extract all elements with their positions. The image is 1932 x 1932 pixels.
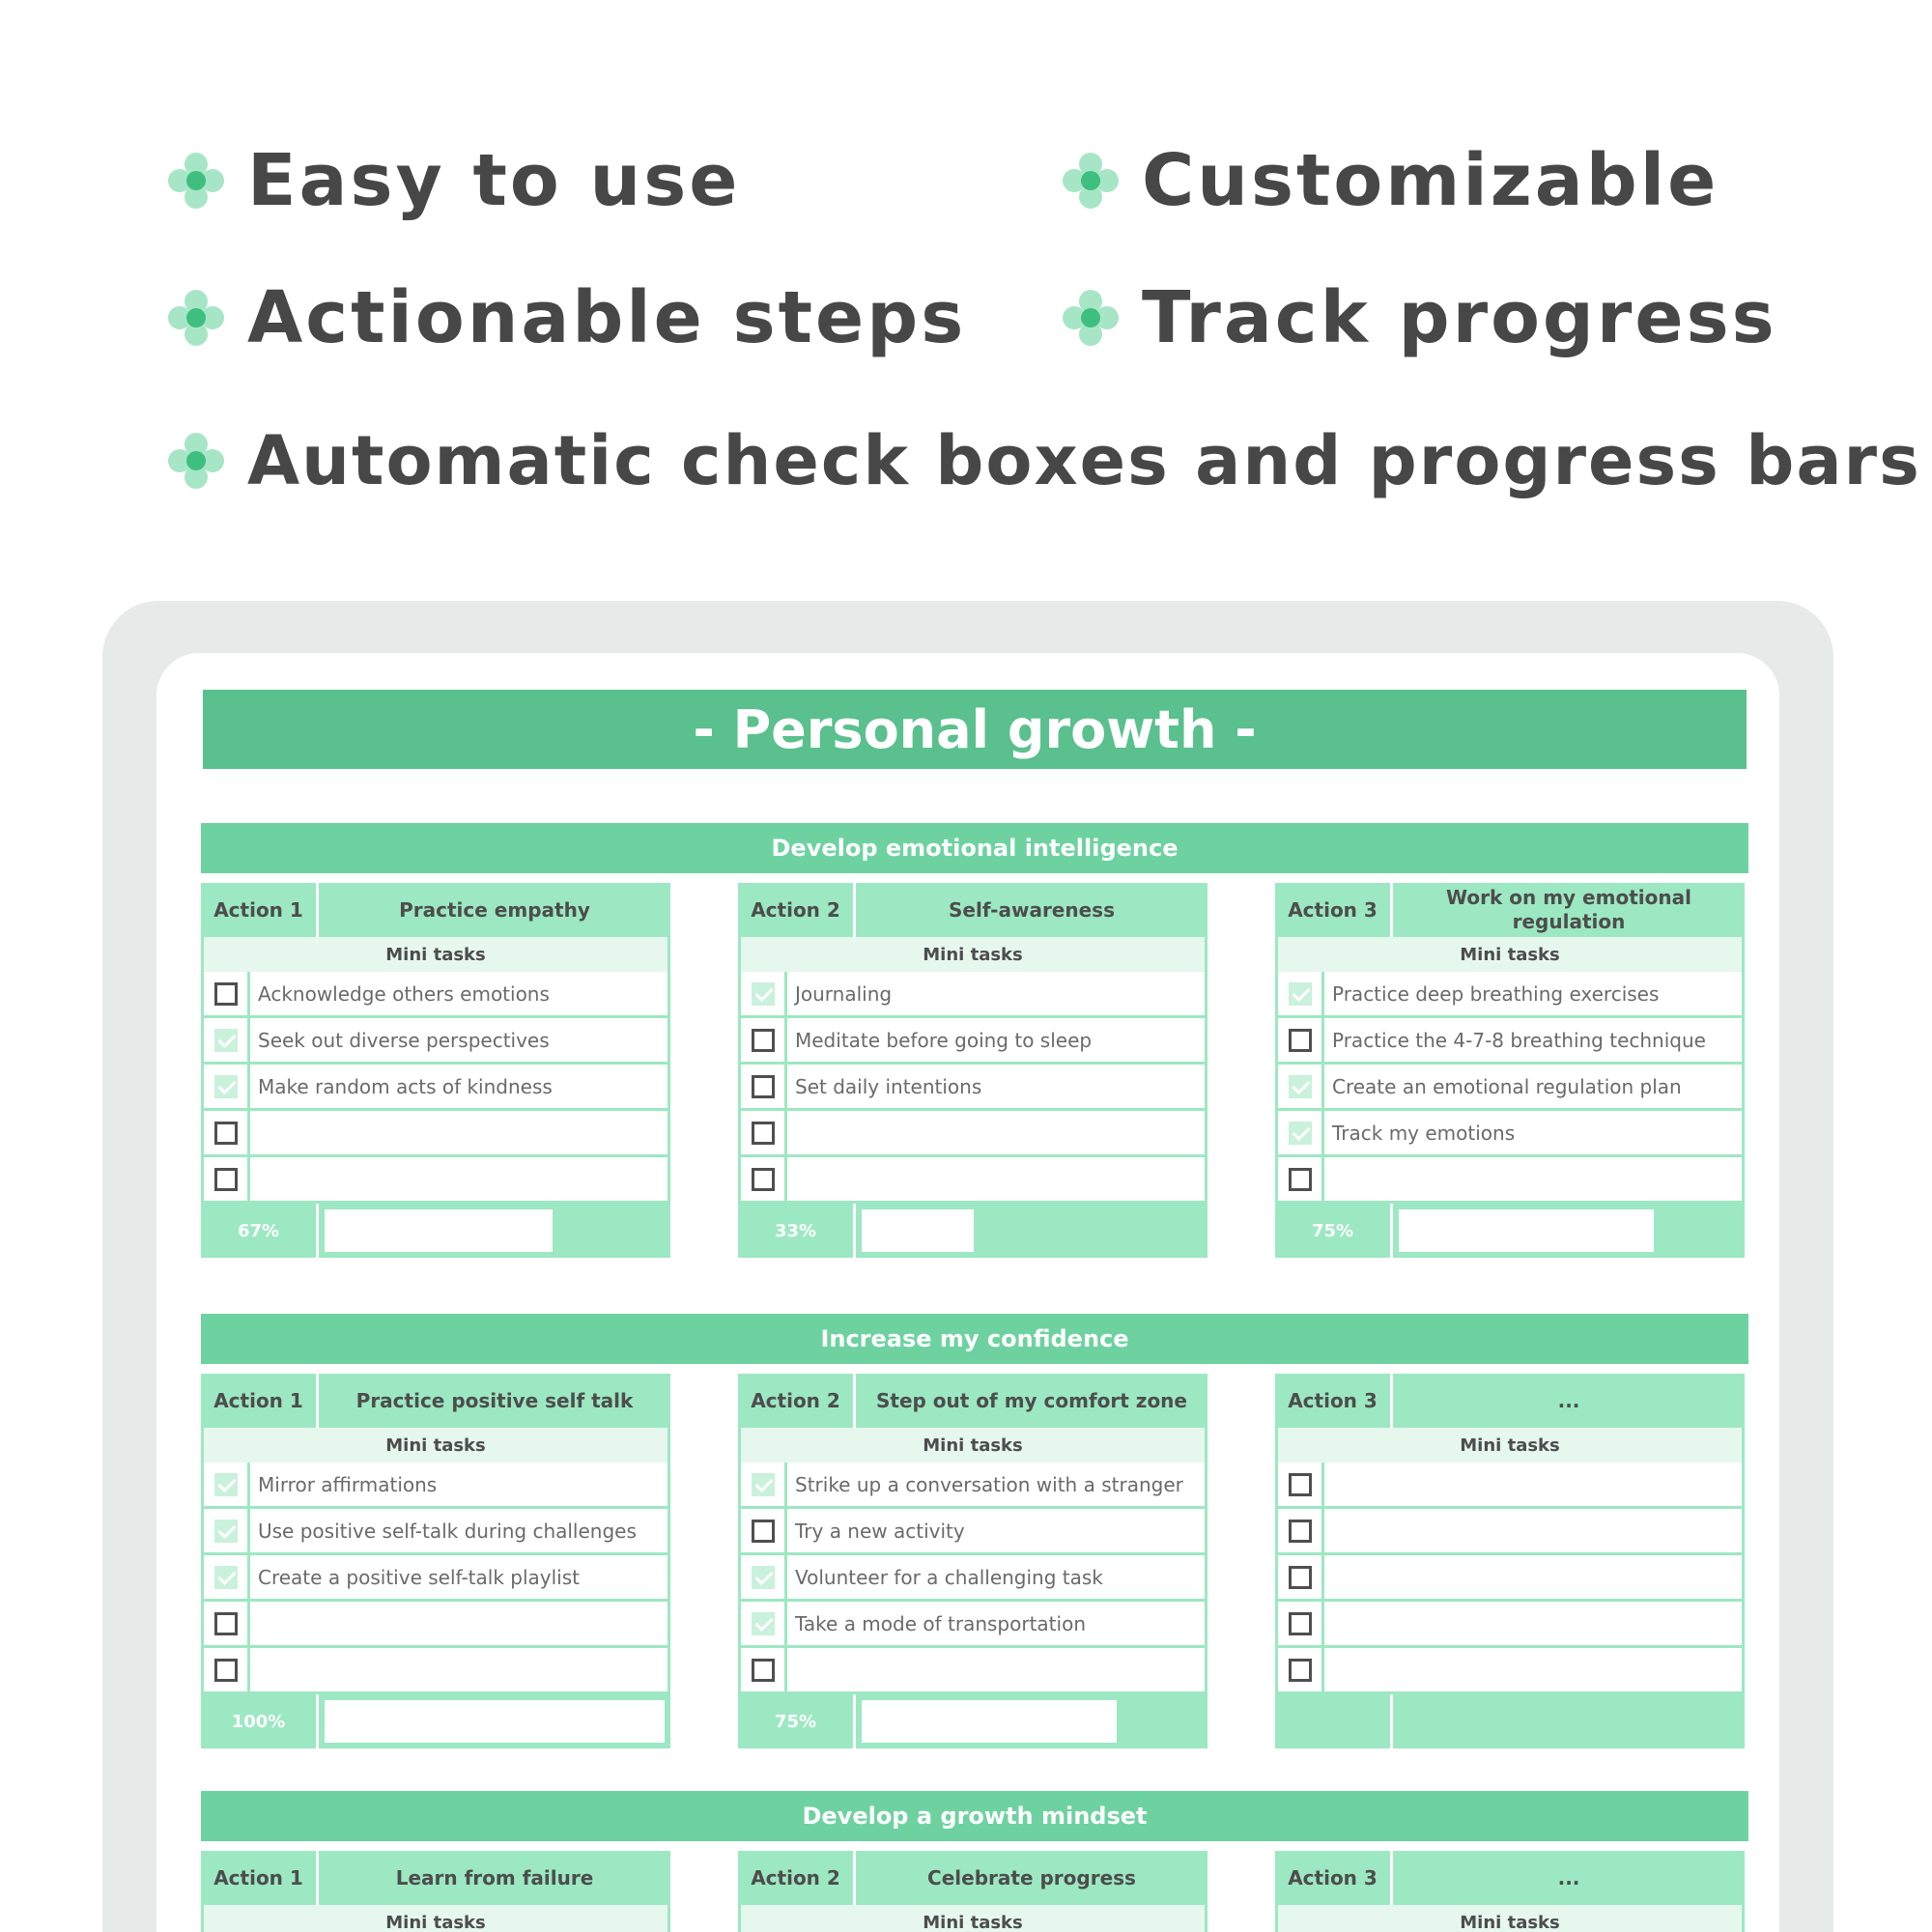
task-row — [738, 1065, 1208, 1111]
progress-row — [1275, 1694, 1745, 1748]
task-row — [201, 1065, 670, 1111]
task-text[interactable]: Practice deep breathing exercises — [1332, 981, 1660, 1006]
action-title[interactable]: ... — [1557, 1865, 1580, 1889]
actions-row — [201, 883, 1748, 1269]
task-row — [738, 1157, 1208, 1204]
goal-title: Increase my confidence — [201, 1314, 1748, 1364]
task-checkbox-cell — [204, 1111, 250, 1154]
action-card — [201, 883, 670, 1258]
action-header — [201, 1374, 670, 1428]
action-number: Action 3 — [1275, 883, 1393, 937]
mini-tasks-label: Mini tasks — [738, 1428, 1208, 1463]
actions-row — [201, 1374, 1748, 1760]
progress-percent: 75% — [1275, 1204, 1393, 1258]
task-row — [738, 1555, 1208, 1602]
action-title[interactable]: ... — [1557, 1388, 1580, 1412]
action-number: Action 3 — [1275, 1374, 1393, 1428]
progress-bar-fill — [325, 1700, 665, 1743]
progress-percent: 67% — [201, 1204, 319, 1258]
task-text[interactable] — [1324, 1602, 1742, 1645]
task-checkbox-cell — [1278, 1111, 1324, 1154]
task-checkbox-cell — [1278, 972, 1324, 1015]
task-text[interactable] — [787, 1157, 1205, 1201]
checkbox[interactable] — [214, 1612, 238, 1635]
task-checkbox-cell — [741, 1648, 787, 1691]
task-row — [201, 1648, 670, 1694]
task-row — [1275, 1157, 1745, 1204]
progress-bar-fill — [862, 1209, 974, 1252]
checkbox[interactable] — [1289, 1168, 1312, 1191]
task-row — [1275, 1509, 1745, 1555]
checked-checkbox[interactable] — [214, 1566, 238, 1589]
task-checkbox-cell — [741, 1463, 787, 1506]
mini-tasks-label: Mini tasks — [201, 1428, 670, 1463]
progress-row — [201, 1694, 670, 1748]
feature-label: Automatic check boxes and progress bars — [247, 421, 1921, 500]
task-checkbox-cell — [741, 1111, 787, 1154]
task-row — [1275, 1018, 1745, 1065]
task-row — [738, 1111, 1208, 1157]
task-text[interactable]: Set daily intentions — [795, 1074, 982, 1098]
task-text[interactable]: Track my emotions — [1332, 1121, 1516, 1145]
task-checkbox-cell — [1278, 1157, 1324, 1201]
checked-checkbox[interactable] — [214, 1075, 238, 1098]
checked-checkbox[interactable] — [1289, 1075, 1312, 1098]
task-row — [1275, 1463, 1745, 1509]
progress-bar-fill — [862, 1700, 1117, 1743]
task-text[interactable]: Seek out diverse perspectives — [258, 1028, 550, 1052]
task-row — [1275, 1555, 1745, 1602]
checkbox[interactable] — [214, 1122, 238, 1145]
mini-tasks-label: Mini tasks — [1275, 937, 1745, 972]
task-row — [201, 972, 670, 1018]
mini-tasks-label: Mini tasks — [201, 1905, 670, 1932]
task-checkbox-cell — [204, 1509, 250, 1552]
action-number: Action 3 — [1275, 1851, 1393, 1905]
progress-track — [319, 1204, 670, 1258]
task-checkbox-cell — [204, 1065, 250, 1108]
task-text[interactable]: Use positive self-talk during challenges — [258, 1519, 637, 1543]
checkbox[interactable] — [1289, 1520, 1312, 1543]
task-checkbox-cell — [1278, 1463, 1324, 1506]
task-row — [1275, 1111, 1745, 1157]
task-text[interactable]: Try a new activity — [795, 1519, 965, 1543]
checkbox[interactable] — [1289, 1473, 1312, 1496]
feature-actionable-steps — [166, 276, 966, 359]
action-header — [201, 1851, 670, 1905]
feature-label: Track progress — [1142, 276, 1777, 359]
task-checkbox-cell — [1278, 1555, 1324, 1599]
action-number: Action 2 — [738, 1851, 856, 1905]
progress-percent: 75% — [738, 1694, 856, 1748]
task-row — [738, 1648, 1208, 1694]
checkbox[interactable] — [1289, 1612, 1312, 1635]
action-number: Action 2 — [738, 883, 856, 937]
progress-track — [319, 1694, 670, 1748]
checkbox[interactable] — [214, 982, 238, 1006]
task-text[interactable]: Volunteer for a challenging task — [795, 1565, 1103, 1589]
action-card — [201, 1374, 670, 1748]
task-row — [201, 1463, 670, 1509]
task-text[interactable] — [1324, 1463, 1742, 1506]
action-card — [1275, 1374, 1745, 1748]
action-number: Action 1 — [201, 1851, 319, 1905]
progress-bar-fill — [325, 1209, 553, 1252]
task-checkbox-cell — [204, 1602, 250, 1645]
checked-checkbox[interactable] — [1289, 1122, 1312, 1145]
planner-screen — [156, 653, 1779, 1932]
checkbox[interactable] — [1289, 1029, 1312, 1052]
task-text[interactable] — [250, 1648, 668, 1691]
action-number: Action 2 — [738, 1374, 856, 1428]
task-text[interactable]: Journaling — [795, 981, 893, 1006]
action-title[interactable]: Self-awareness — [949, 897, 1115, 922]
planner-title: - Personal growth - — [203, 690, 1747, 769]
task-row — [201, 1111, 670, 1157]
progress-row — [738, 1204, 1208, 1258]
task-text[interactable]: Create a positive self-talk playlist — [258, 1565, 580, 1589]
task-row — [1275, 1602, 1745, 1648]
goal-section — [201, 1314, 1748, 1760]
task-checkbox-cell — [1278, 1509, 1324, 1552]
action-title[interactable]: Celebrate progress — [927, 1865, 1136, 1889]
task-row — [201, 1602, 670, 1648]
progress-track — [856, 1204, 1208, 1258]
feature-label: Customizable — [1142, 139, 1719, 222]
checked-checkbox[interactable] — [752, 1612, 775, 1635]
progress-track — [1393, 1204, 1745, 1258]
progress-percent: 100% — [201, 1694, 319, 1748]
checkbox[interactable] — [752, 1168, 775, 1191]
task-row — [201, 1509, 670, 1555]
progress-row — [738, 1694, 1208, 1748]
action-title[interactable]: Practice empathy — [399, 897, 590, 922]
mini-tasks-label: Mini tasks — [738, 1905, 1208, 1932]
task-text[interactable] — [1324, 1157, 1742, 1201]
mini-tasks-label: Mini tasks — [1275, 1428, 1745, 1463]
task-text[interactable]: Take a mode of transportation — [795, 1611, 1086, 1635]
progress-percent: 33% — [738, 1204, 856, 1258]
task-row — [201, 1555, 670, 1602]
action-header — [738, 883, 1208, 937]
progress-row — [1275, 1204, 1745, 1258]
flower-icon — [166, 431, 226, 491]
progress-track — [1393, 1694, 1745, 1748]
checkbox[interactable] — [752, 1075, 775, 1098]
feature-easy-to-use — [166, 139, 740, 222]
goal-title: Develop emotional intelligence — [201, 823, 1748, 873]
feature-label: Actionable steps — [247, 276, 967, 359]
flower-icon — [1061, 151, 1121, 211]
task-checkbox-cell — [204, 972, 250, 1015]
checkbox[interactable] — [214, 1168, 238, 1191]
task-row — [1275, 972, 1745, 1018]
task-checkbox-cell — [204, 1157, 250, 1201]
task-text[interactable] — [250, 1602, 668, 1645]
feature-customizable — [1061, 139, 1719, 222]
task-row — [738, 972, 1208, 1018]
task-checkbox-cell — [741, 1555, 787, 1599]
task-row — [1275, 1065, 1745, 1111]
action-header — [1275, 1374, 1745, 1428]
task-text[interactable] — [1324, 1509, 1742, 1552]
action-header — [738, 1851, 1208, 1905]
task-text[interactable]: Meditate before going to sleep — [795, 1028, 1093, 1052]
action-header — [1275, 1851, 1745, 1905]
task-text[interactable] — [1324, 1555, 1742, 1599]
progress-track — [856, 1694, 1208, 1748]
checked-checkbox[interactable] — [752, 1473, 775, 1496]
task-checkbox-cell — [741, 1018, 787, 1062]
checked-checkbox[interactable] — [752, 982, 775, 1006]
mini-tasks-label: Mini tasks — [738, 937, 1208, 972]
checkbox[interactable] — [752, 1520, 775, 1543]
task-checkbox-cell — [741, 1509, 787, 1552]
task-text[interactable]: Make random acts of kindness — [258, 1074, 553, 1098]
task-checkbox-cell — [204, 1463, 250, 1506]
action-card — [1275, 883, 1745, 1258]
action-card — [738, 883, 1208, 1258]
task-row — [201, 1018, 670, 1065]
task-checkbox-cell — [741, 972, 787, 1015]
task-row — [738, 1463, 1208, 1509]
checked-checkbox[interactable] — [214, 1029, 238, 1052]
task-row — [738, 1018, 1208, 1065]
action-header — [738, 1374, 1208, 1428]
feature-track-progress — [1061, 276, 1777, 359]
action-number: Action 1 — [201, 1374, 319, 1428]
task-checkbox-cell — [741, 1157, 787, 1201]
action-header — [201, 883, 670, 937]
flower-icon — [1061, 288, 1121, 348]
task-text[interactable] — [250, 1111, 668, 1154]
checkbox[interactable] — [752, 1122, 775, 1145]
checkbox[interactable] — [1289, 1659, 1312, 1682]
task-text[interactable]: Acknowledge others emotions — [258, 981, 550, 1006]
task-checkbox-cell — [204, 1018, 250, 1062]
action-title[interactable]: Practice positive self talk — [355, 1388, 634, 1412]
task-row — [738, 1602, 1208, 1648]
task-checkbox-cell — [1278, 1018, 1324, 1062]
task-checkbox-cell — [204, 1648, 250, 1691]
checked-checkbox[interactable] — [214, 1473, 238, 1496]
task-text[interactable]: Mirror affirmations — [258, 1472, 438, 1496]
task-checkbox-cell — [204, 1555, 250, 1599]
checkbox[interactable] — [214, 1659, 238, 1682]
task-text[interactable] — [787, 1648, 1205, 1691]
checked-checkbox[interactable] — [1289, 982, 1312, 1006]
action-title[interactable]: Learn from failure — [395, 1865, 594, 1889]
task-row — [738, 1509, 1208, 1555]
action-card — [1275, 1851, 1745, 1932]
flower-icon — [166, 288, 226, 348]
goal-title: Develop a growth mindset — [201, 1791, 1748, 1841]
checkbox[interactable] — [752, 1659, 775, 1682]
action-card — [738, 1851, 1208, 1932]
goal-section — [201, 1791, 1748, 1932]
task-checkbox-cell — [741, 1602, 787, 1645]
action-title[interactable]: Work on my emotional regulation — [1446, 886, 1691, 933]
progress-percent — [1275, 1694, 1393, 1748]
checkbox[interactable] — [752, 1029, 775, 1052]
task-text[interactable] — [250, 1157, 668, 1201]
mini-tasks-label: Mini tasks — [1275, 1905, 1745, 1932]
progress-bar-fill — [1399, 1209, 1654, 1252]
task-row — [1275, 1648, 1745, 1694]
task-checkbox-cell — [1278, 1648, 1324, 1691]
mini-tasks-label: Mini tasks — [201, 937, 670, 972]
feature-automatic-checkboxes — [166, 421, 1921, 500]
feature-label: Easy to use — [247, 139, 741, 222]
task-row — [201, 1157, 670, 1204]
goal-section — [201, 823, 1748, 1269]
action-title[interactable]: Step out of my comfort zone — [875, 1388, 1187, 1412]
task-checkbox-cell — [741, 1065, 787, 1108]
action-number: Action 1 — [201, 883, 319, 937]
task-text[interactable] — [787, 1111, 1205, 1154]
task-text[interactable] — [1324, 1648, 1742, 1691]
progress-row — [201, 1204, 670, 1258]
task-text[interactable]: Strike up a conversation with a stranger — [795, 1472, 1183, 1496]
action-card — [738, 1374, 1208, 1748]
task-checkbox-cell — [1278, 1602, 1324, 1645]
flower-icon — [166, 151, 226, 211]
checkbox[interactable] — [1289, 1566, 1312, 1589]
action-header — [1275, 883, 1745, 937]
task-text[interactable]: Create an emotional regulation plan — [1332, 1074, 1682, 1098]
checked-checkbox[interactable] — [752, 1566, 775, 1589]
actions-row — [201, 1851, 1748, 1932]
checked-checkbox[interactable] — [214, 1520, 238, 1543]
task-text[interactable]: Practice the 4-7-8 breathing technique — [1332, 1028, 1706, 1052]
action-card — [201, 1851, 670, 1932]
task-checkbox-cell — [1278, 1065, 1324, 1108]
